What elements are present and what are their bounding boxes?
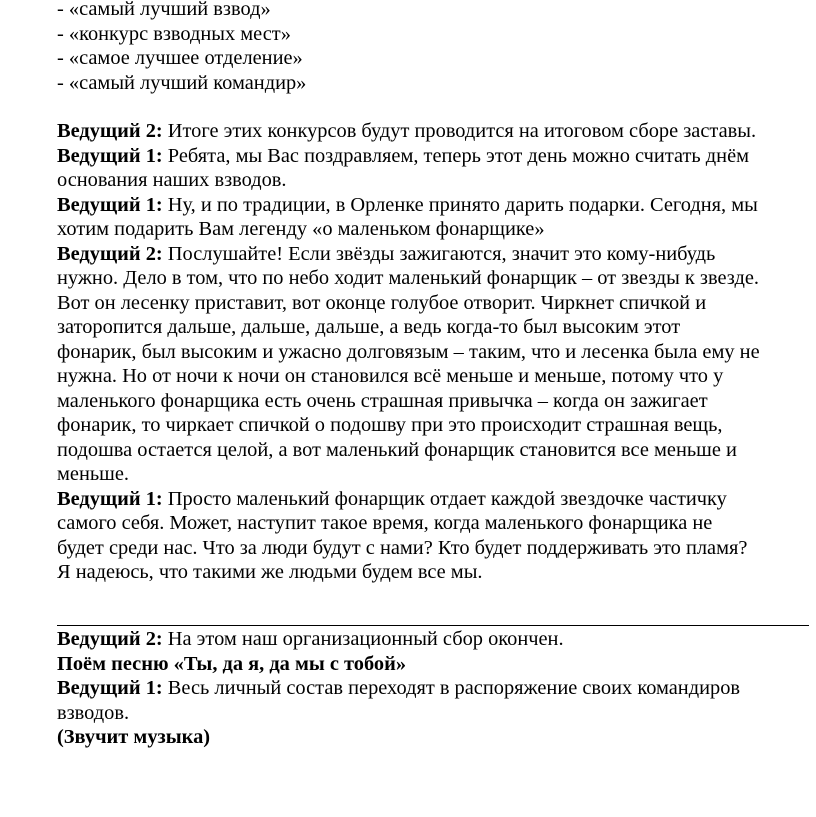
speaker-label: Ведущий 1: [57,144,163,167]
paragraph-text: взводов. [57,701,130,724]
list-item: - «самое лучшее отделение» [57,47,303,69]
paragraph-text: подошва остается целой, а вот маленький фонарщик становится все меньше и [57,438,737,461]
speaker-label: Ведущий 2: [57,628,163,650]
paragraph-text: Просто маленький фонарщик отдает каждой звездочке частичку [167,487,727,510]
stage-direction [57,725,812,750]
paragraph-text: Я надеюсь, что такими же людьми будем все мы. [57,561,483,583]
paragraph-text: Итоге этих конкурсов будут проводится на итоговом сборе заставы. [167,120,757,142]
contest-list [57,0,812,95]
speaker-label: Ведущий 1: [57,487,163,510]
paragraph-text: меньше. [57,463,130,485]
paragraph-host1-congrats [57,144,812,193]
list-item: - «самый лучший командир» [57,71,307,94]
paragraph-text: основания наших взводов. [57,169,287,191]
paragraph-text: Ребята, мы Вас поздравляем, теперь этот день можно считать днём [167,144,750,167]
paragraph-host2-closing [57,627,812,652]
paragraph-text: хотим подарить Вам легенду «о маленьком фонарщике» [57,218,545,240]
horizontal-divider [57,625,809,626]
document-closing [57,627,812,750]
paragraph-text: Вот он лесенку приставит, вот оконце голубое отворит. Чиркнет спичкой и [57,291,707,314]
music-cue: (Звучит музыка) [57,726,211,748]
paragraph-text: Ну, и по традиции, в Орленке принято дарить подарки. Сегодня, мы [167,193,758,216]
paragraph-text: нужно. Дело в том, что по небо ходит маленький фонарщик – от звезды к звезде. [57,267,759,289]
paragraph-text: Весь личный состав переходят в распоряжение своих командиров [167,677,741,699]
paragraph-host1-lamplighter [57,487,812,585]
paragraph-host2-results [57,119,812,144]
paragraph-text: нужна. Но от ночи к ночи он становился всё меньше и меньше, потому что у [57,365,724,387]
paragraph-host1-tradition [57,193,812,242]
paragraph-text: фонарик, был высоким и ужасно долговязым – таким, что и лесенка была ему не [57,340,760,363]
song-line [57,652,812,677]
paragraph-host1-final [57,676,812,725]
paragraph-text: фонарик, то чиркает спичкой о подошву при это происходит страшная вещь, [57,414,723,436]
speaker-label: Ведущий 1: [57,677,163,699]
paragraph-host2-legend [57,242,812,487]
paragraph-text: На этом наш организационный сбор окончен. [167,628,564,650]
speaker-label: Ведущий 2: [57,120,163,142]
speaker-label: Ведущий 1: [57,193,163,216]
paragraph-text: маленького фонарщика есть очень страшная привычка – когда он зажигает [57,389,708,412]
paragraph-text: самого себя. Может, наступит такое время, когда маленького фонарщика не [57,512,713,534]
list-item: - «самый лучший взвод» [57,0,271,20]
paragraph-text: Послушайте! Если звёзды зажигаются, значит это кому-нибудь [167,242,716,265]
paragraph-text: заторопится дальше, дальше, дальше, а ведь когда-то был высоким этот [57,316,681,338]
song-title: Поём песню «Ты, да я, да мы с тобой» [57,652,407,675]
paragraph-text: будет среди нас. Что за люди будут с нами? Кто будет поддерживать это пламя? [57,536,748,559]
list-item: - «конкурс взводных мест» [57,22,291,45]
document-body [57,0,812,585]
speaker-label: Ведущий 2: [57,242,163,265]
